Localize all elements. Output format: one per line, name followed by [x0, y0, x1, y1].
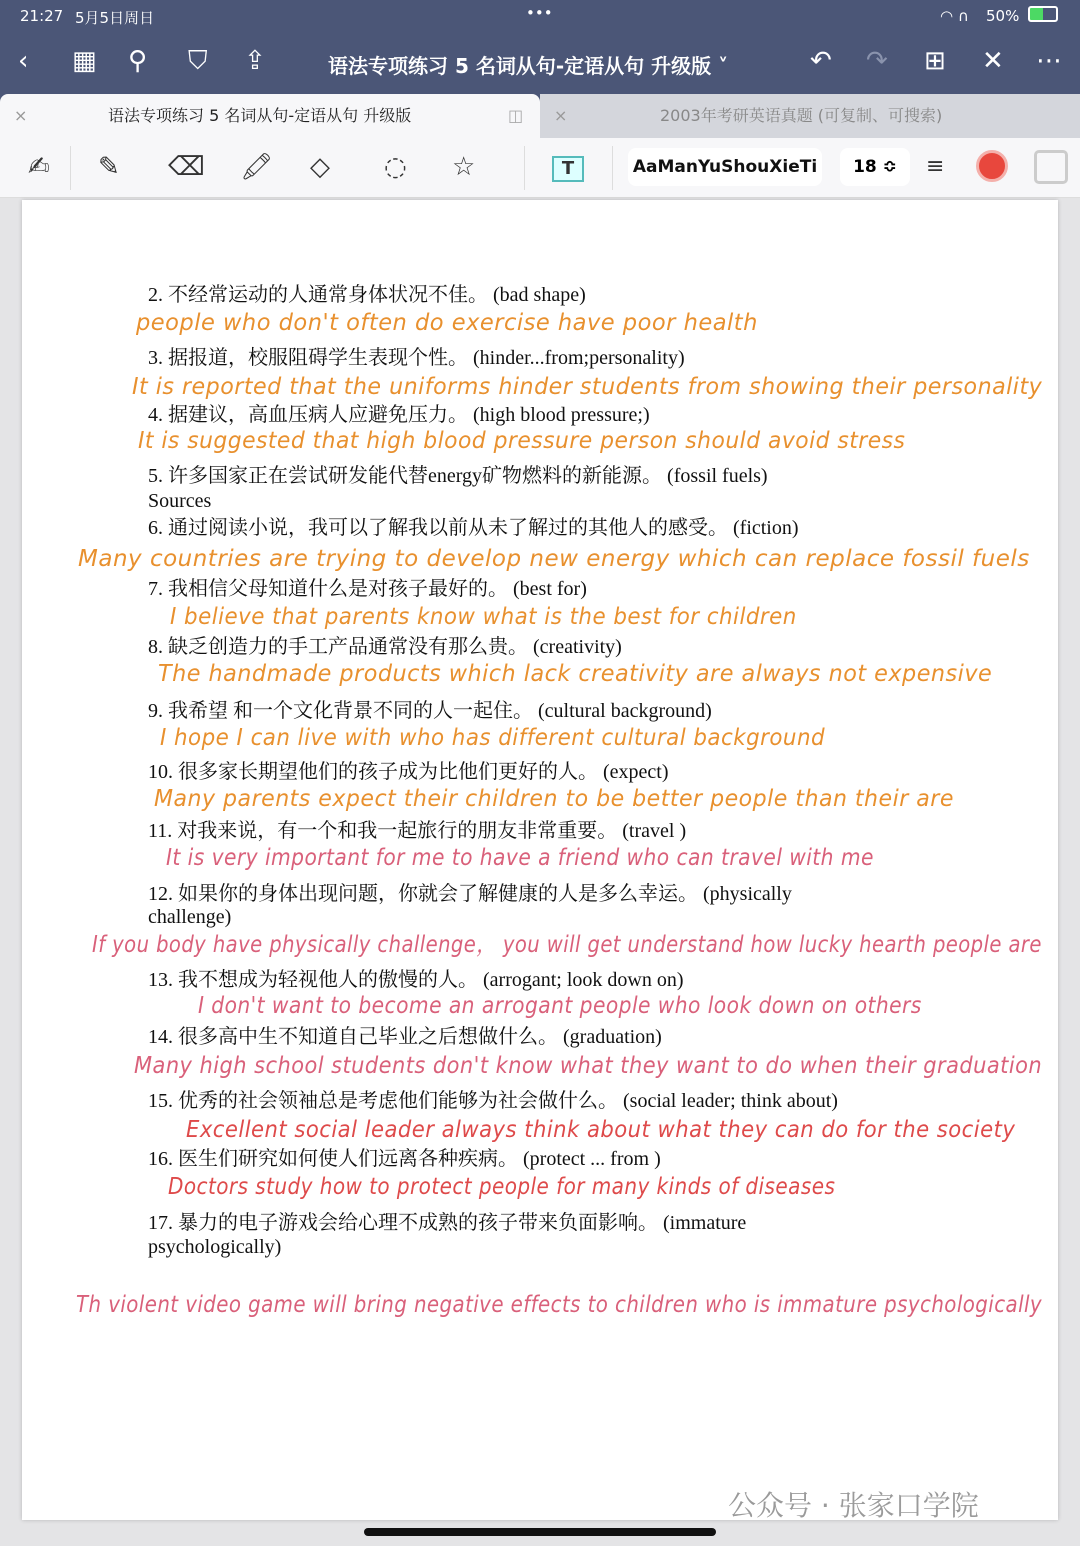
- question-text: 7. 我相信父母知道什么是对孩子最好的。 (best for): [148, 578, 587, 600]
- text-tool-icon[interactable]: T: [552, 156, 584, 182]
- question-text: 3. 据报道，校服阻碍学生表现个性。 (hinder...from;personality): [148, 347, 685, 369]
- redo-icon[interactable]: ↷: [866, 46, 888, 76]
- question-text: psychologically): [148, 1236, 282, 1258]
- search-icon[interactable]: ⚲: [128, 46, 148, 76]
- eraser-icon[interactable]: ⌫: [168, 152, 205, 182]
- home-indicator[interactable]: [364, 1528, 716, 1536]
- tab-exam[interactable]: [540, 94, 1080, 138]
- handwritten-answer[interactable]: If you body have physically challenge， you will get understand how lucky hearth people are: [92, 932, 1042, 958]
- document-page[interactable]: [22, 200, 1058, 1520]
- handwritten-answer[interactable]: Doctors study how to protect people for many kinds of diseases: [168, 1174, 836, 1200]
- lasso-icon[interactable]: ◌: [384, 152, 407, 182]
- handwritten-answer[interactable]: It is suggested that high blood pressure person should avoid stress: [138, 428, 906, 454]
- tab-label: 语法专项练习 5 名词从句-定语从句 升级版: [108, 106, 412, 125]
- battery-level: 50%: [986, 7, 1020, 25]
- background-swatch[interactable]: [1034, 150, 1068, 184]
- question-text: challenge): [148, 906, 232, 928]
- question-text: 13. 我不想成为轻视他人的傲慢的人。 (arrogant; look down on): [148, 969, 684, 991]
- question-text: 10. 很多家长期望他们的孩子成为比他们更好的人。 (expect): [148, 761, 669, 783]
- tab-grammar[interactable]: [0, 94, 540, 138]
- handwritten-answer[interactable]: Many high school students don't know what they want to do when their graduation: [134, 1053, 1043, 1079]
- handwritten-answer[interactable]: The handmade products which lack creativity are always not expensive: [158, 661, 993, 687]
- align-icon[interactable]: ≡: [926, 154, 945, 179]
- handwritten-answer[interactable]: Excellent social leader always think about what they can do for the society: [186, 1117, 1016, 1143]
- tab-bar: [0, 94, 1080, 138]
- back-icon[interactable]: ‹: [18, 46, 29, 76]
- question-text: 5. 许多国家正在尝试研发能代替energy矿物燃料的新能源。 (fossil fuels): [148, 465, 768, 487]
- annotation-toolbar: [0, 138, 1080, 198]
- handwritten-answer[interactable]: Many parents expect their children to be better people than their are: [154, 786, 954, 812]
- tab-label: 2003年考研英语真题 (可复制、可搜索): [660, 106, 943, 125]
- highlighter-icon[interactable]: 🖍: [240, 152, 274, 182]
- question-text: 6. 通过阅读小说，我可以了解我以前从未了解过的其他人的感受。 (fiction): [148, 517, 799, 539]
- toolbar-divider: [524, 146, 525, 190]
- handwriting-zoom-icon[interactable]: ✍: [28, 152, 50, 182]
- wifi-icon: ◠ ∩: [940, 7, 969, 25]
- status-bar: [0, 0, 1080, 32]
- handwritten-answer[interactable]: It is very important for me to have a friend who can travel with me: [166, 845, 874, 871]
- handwritten-answer[interactable]: Many countries are trying to develop new energy which can replace fossil fuels: [78, 546, 1030, 572]
- question-text: 4. 据建议，高血压病人应避免压力。 (high blood pressure;): [148, 404, 650, 426]
- font-selector[interactable]: AaManYuShouXieTi: [628, 148, 822, 186]
- nav-bar: [0, 32, 1080, 94]
- split-view-icon[interactable]: ◫: [508, 106, 524, 125]
- undo-icon[interactable]: ↶: [810, 46, 832, 76]
- battery-icon: [1028, 6, 1058, 22]
- question-text: 15. 优秀的社会领袖总是考虑他们能够为社会做什么。 (social leader; think about): [148, 1090, 838, 1112]
- question-text: 2. 不经常运动的人通常身体状况不佳。 (bad shape): [148, 284, 586, 306]
- add-page-icon[interactable]: ⊞: [924, 46, 946, 76]
- watermark: 公众号 · 张家口学院: [728, 1489, 979, 1522]
- status-time: 21:27: [20, 7, 64, 25]
- question-text: 16. 医生们研究如何使人们远离各种疾病。 (protect ... from ): [148, 1148, 661, 1170]
- bookmark-icon[interactable]: ⛉: [188, 46, 208, 76]
- handwritten-answer[interactable]: It is reported that the uniforms hinder students from showing their personality: [132, 374, 1043, 400]
- question-text: Sources: [148, 490, 212, 512]
- share-icon[interactable]: ⇪: [244, 46, 266, 76]
- handwritten-answer[interactable]: I believe that parents know what is the best for children: [170, 604, 797, 630]
- status-date: 5月5日周日: [75, 9, 155, 27]
- question-text: 9. 我希望 和一个文化背景不同的人一起住。 (cultural background): [148, 700, 712, 722]
- close-tab-icon[interactable]: ×: [554, 106, 568, 125]
- shapes-icon[interactable]: ◇: [310, 152, 330, 182]
- handwritten-answer[interactable]: Th violent video game will bring negative effects to children who is immature psychologically: [76, 1292, 1043, 1318]
- question-text: 8. 缺乏创造力的手工产品通常没有那么贵。 (creativity): [148, 636, 622, 658]
- toolbar-divider: [612, 146, 613, 190]
- pen-icon[interactable]: ✎: [98, 152, 120, 182]
- question-text: 11. 对我来说，有一个和我一起旅行的朋友非常重要。 (travel ): [148, 820, 687, 842]
- handwritten-answer[interactable]: people who don't often do exercise have poor health: [136, 310, 758, 336]
- toolbar-divider: [70, 146, 71, 190]
- sticker-icon[interactable]: ☆: [452, 152, 476, 182]
- grid-icon[interactable]: ▦: [72, 46, 97, 76]
- color-picker[interactable]: [976, 150, 1008, 182]
- question-text: 14. 很多高中生不知道自己毕业之后想做什么。 (graduation): [148, 1026, 662, 1048]
- handwritten-answer[interactable]: I hope I can live with who has different cultural background: [160, 725, 826, 751]
- more-icon[interactable]: ⋯: [1036, 46, 1062, 76]
- handwritten-answer[interactable]: I don't want to become an arrogant people who look down on others: [198, 993, 922, 1019]
- close-edit-icon[interactable]: ✕: [982, 46, 1004, 76]
- close-tab-icon[interactable]: ×: [14, 106, 28, 125]
- question-text: 17. 暴力的电子游戏会给心理不成熟的孩子带来负面影响。 (immature: [148, 1212, 747, 1234]
- question-text: 12. 如果你的身体出现问题，你就会了解健康的人是多么幸运。 (physically: [148, 883, 792, 905]
- font-size-stepper[interactable]: 18 ≎: [840, 148, 910, 186]
- document-title[interactable]: 语法专项练习 5 名词从句-定语从句 升级版 ˅: [328, 54, 729, 78]
- multitask-dots[interactable]: •••: [526, 4, 553, 22]
